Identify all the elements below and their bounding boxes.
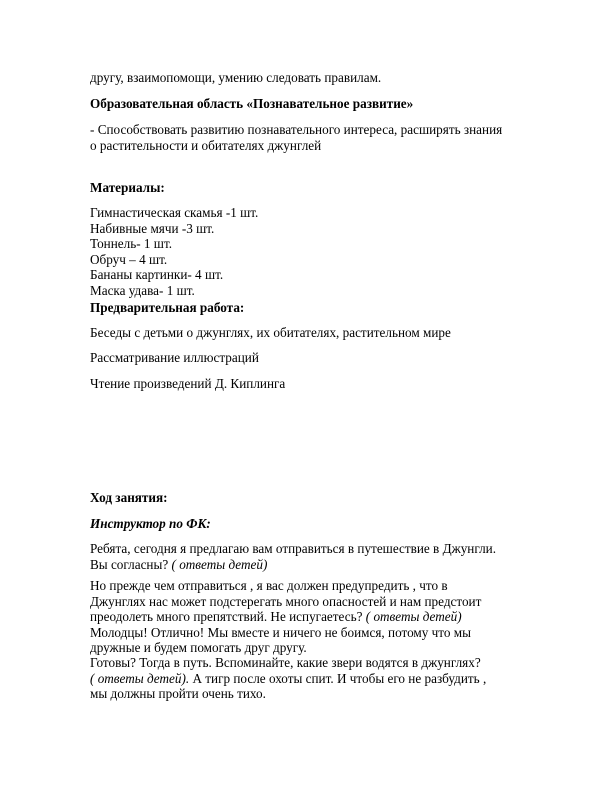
intro-paragraph	[90, 70, 540, 86]
area-heading	[90, 96, 540, 112]
para3-line-2	[90, 671, 540, 687]
materials-item-6: Маска удава- 1 шт.	[90, 282, 195, 298]
materials-item-2: Набивные мячи -3 шт.	[90, 220, 215, 236]
para3-answer: ( ответы детей).	[90, 670, 190, 686]
course-heading-text: Ход занятия:	[90, 490, 168, 505]
area-heading-text: Образовательная область «Познавательное развитие»	[90, 96, 414, 111]
intro-line: другу, взаимопомощи, умению следовать правилам.	[90, 70, 382, 85]
materials-heading	[90, 180, 540, 196]
prep-item-3	[90, 376, 540, 392]
prep-item-2-text: Рассматривание иллюстраций	[90, 350, 259, 365]
course-heading	[90, 490, 540, 506]
para1-line-2-text: Вы согласны?	[90, 556, 172, 572]
paragraph-1	[90, 541, 540, 572]
instructor-heading-text: Инструктор по ФК:	[90, 516, 211, 531]
para2-line-2: Джунглях нас может подстерегать много опасностей и нам предстоит	[90, 593, 482, 609]
materials-list	[90, 205, 540, 299]
para2-line-5: дружные и будем помогать друг другу.	[90, 640, 307, 656]
materials-heading-text: Материалы:	[90, 180, 165, 195]
materials-item-5: Бананы картинки- 4 шт.	[90, 267, 224, 283]
para1-line-1: Ребята, сегодня я предлагаю вам отправиться в путешествие в Джунгли.	[90, 541, 497, 556]
prep-heading-text: Предварительная работа:	[90, 300, 245, 315]
para2-answer: ( ответы детей)	[365, 609, 462, 625]
para2-line-3	[90, 609, 540, 625]
prep-heading	[90, 300, 540, 316]
para2-line-1: Но прежде чем отправиться , я вас должен предупредить , что в	[90, 578, 448, 593]
para3-line-1: Готовы? Тогда в путь. Вспоминайте, какие звери водятся в джунглях?	[90, 655, 481, 670]
area-line-1: - Способствовать развитию познавательного интереса, расширять знания	[90, 122, 503, 137]
paragraph-2	[90, 578, 540, 656]
paragraph-3	[90, 655, 540, 702]
para2-line-3-text: преодолеть много препятствий. Не испугаетесь?	[90, 609, 366, 625]
prep-item-1	[90, 325, 540, 341]
para3-line-3: мы должны пройти очень тихо.	[90, 686, 266, 702]
para1-line-2	[90, 557, 540, 573]
area-line-2: о растительности и обитателях джунглей	[90, 137, 322, 153]
materials-item-1: Гимнастическая скамья -1 шт.	[90, 205, 259, 220]
para1-answer: ( ответы детей)	[171, 556, 268, 572]
prep-item-1-text: Беседы с детьми о джунглях, их обитателях, растительном мире	[90, 325, 451, 340]
para2-line-4: Молодцы! Отлично! Мы вместе и ничего не боимся, потому что мы	[90, 624, 471, 640]
prep-item-2	[90, 350, 540, 366]
prep-item-3-text: Чтение произведений Д. Киплинга	[90, 376, 286, 391]
materials-item-4: Обруч – 4 шт.	[90, 251, 168, 267]
para3-line-2-text: А тигр после охоты спит. И чтобы его не разбудить ,	[189, 670, 487, 686]
instructor-heading	[90, 516, 540, 532]
materials-item-3: Тоннель- 1 шт.	[90, 236, 173, 252]
area-paragraph	[90, 122, 540, 153]
